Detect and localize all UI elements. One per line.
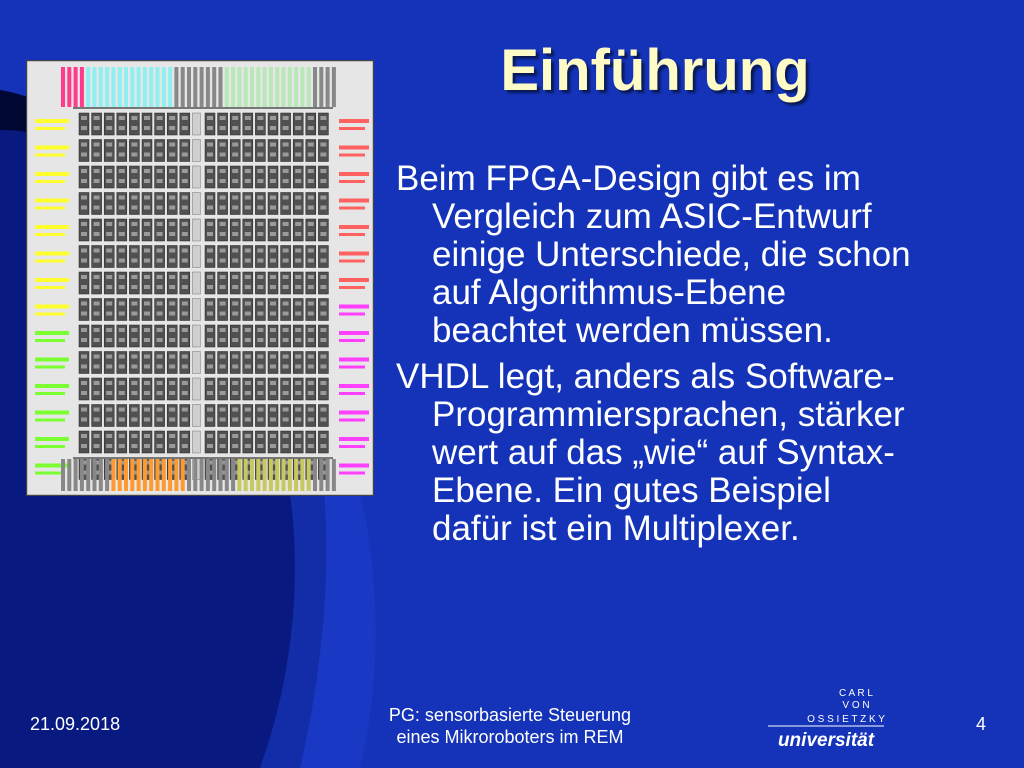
- slide-body: [396, 160, 996, 556]
- logo-word: universität: [777, 730, 875, 751]
- logo-line-1: C A R L: [839, 688, 873, 699]
- logo-line-3: O S S I E T Z K Y: [807, 714, 885, 725]
- page-number: 4: [976, 714, 987, 734]
- footer-title: PG: sensorbasierte Steuerung eines Mikroroboters im REM: [388, 705, 632, 747]
- footer-date: 21.09.2018: [30, 714, 121, 734]
- fpga-floorplan-image: [26, 60, 374, 496]
- bullet-paragraph-1: Beim FPGA-Design gibt es im Vergleich zum ASIC-Entwurf einige Unterschiede, die schon auf Algorithmus-Ebene beachtet werden müssen.: [396, 159, 911, 350]
- bullet-paragraph-2: VHDL legt, anders als Software- Programmiersprachen, stärker wert auf das „wie“ auf Syntax- Ebene. Ein gutes Beispiel dafür ist ein Multiplexer.: [396, 357, 905, 548]
- slide-title: Einführung: [500, 38, 810, 103]
- logo-line-2: V O N: [842, 700, 870, 711]
- university-logo: [760, 684, 890, 760]
